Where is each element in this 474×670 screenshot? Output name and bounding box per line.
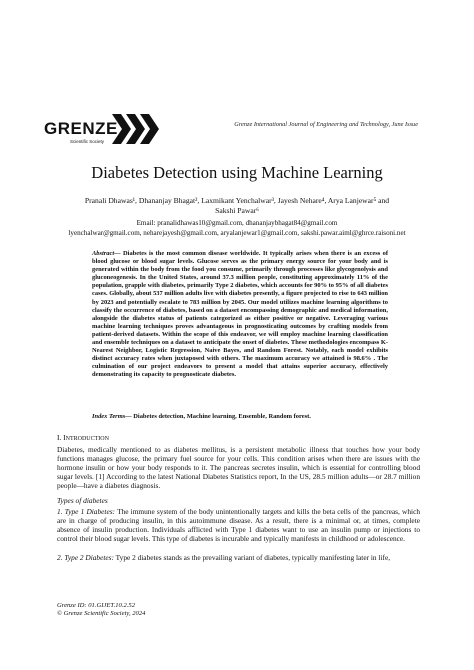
intro-paragraph: Diabetes, medically mentioned to as diabetes mellitus, is a persistent metabolic illness that touches how your body functions manages glucose, the primary fuel source for your cells. This condition arises when there are issues with the hormone insulin or how your body responds to it. The pancreas secretes insulin, which is essential for controlling blood sugar levels. [1] According to the latest National Diabetes Statistics report, In the US, 28.5 million adults—or 28.7 million people—have a diabetes diagnosis. — [57, 445, 420, 491]
authors-line-2: Sakshi Pawar⁶ — [215, 205, 259, 215]
section-heading-introduction — [57, 433, 109, 442]
grenze-id: Grenze ID: 01.GIJET.10.2.52 — [57, 602, 136, 609]
email-line-2: lyenchalwar@gmail.com, neharejayesh@gmail.com, aryalanjewar1@gmail.com, sakshi.pawar.aiml@ghrce.raisoni.net — [68, 228, 406, 237]
logo-chevrons-icon — [112, 112, 162, 146]
abstract-label: Abstract— — [92, 250, 121, 257]
logo-text: GRENZE — [44, 119, 118, 138]
abstract-text: Diabetes is the most common disease worldwide. It typically arises when there is an excess of blood glucose or blood sugar levels. Glucose serves as the primary energy source for your body and is generated within the body from the food you consume, primarily through processes like glycogenolysis and gluconeogenesis. In the United States, around 37.3 million people, constituting approximately 11% of the population, grapple with diabetes, primarily Type 2 diabetes, which accounts for 90% to 95% of all diabetes cases. Globally, about 537 million adults live with diabetes presently, a figure projected to rise to 643 million by 2023 and potentially escalate to 783 million by 2045. Our model utilizes machine learning algorithms to classify the occurrence of diabetes, based on a dataset encompassing demographic and medical information, alongside the diabetes status of patients categorized as either positive or negative. Leveraging various machine learning techniques proves advantageous in prognosticating outcomes by crafting models from patient-derived datasets. Within the scope of this endeavor, we will employ machine learning classification and ensemble techniques on a dataset to anticipate the onset of diabetes. These methodologies encompass K-Nearest Neighbor, Logistic Regression, Naive Bayes, and Random Forest. Notably, each model exhibits distinct accuracy rates when juxtaposed with others. The maximum accuracy we attained is 98.6% . The culmination of our project endeavors to present a model that attains superior accuracy, effectively demonstrating its capacity to prognosticate diabetes. — [92, 250, 389, 379]
type2-label: 2. Type 2 Diabetes: — [57, 553, 114, 562]
journal-name: Grenze International Journal of Engineering and Technology, June Issue — [234, 121, 418, 128]
index-terms — [92, 413, 388, 421]
section-number: I. — [57, 433, 64, 442]
index-terms-text: Diabetes detection, Machine learning, Ensemble, Random forest. — [131, 413, 311, 420]
authors-line-1: Pranali Dhawas¹, Dhananjay Bhagat², Laxmikant Yenchalwar³, Jayesh Nehare⁴, Arya Lanjewar⁵ and — [84, 196, 390, 205]
subheading-types: Types of diabetes — [57, 496, 108, 505]
grenze-logo — [44, 112, 164, 148]
type1-text: The immune system of the body unintentionally targets and kills the beta cells of the pancreas, which are in charge of producing insulin, in this autoimmune disease. As a result, there is a minimal or, at times, complete absence of insulin production. Individuals afflicted with Type 1 diabetes want to use an insulin pump or injections to control their blood sugar levels. This type of diabetes is incurable and typically manifests in childhood or adolescence. — [57, 507, 421, 544]
index-terms-label: Index Terms— — [92, 413, 132, 420]
author-list — [40, 196, 434, 215]
type1-label: 1. Type 1 Diabetes: — [57, 507, 116, 516]
logo-subtext: Scientific Society — [70, 139, 105, 144]
author-emails — [30, 219, 444, 238]
email-line-1: Email: pranalidhawas10@gmail.com, dhananjaybhagat84@gmail.com — [136, 219, 338, 227]
paper-title: Diabetes Detection using Machine Learning — [91, 163, 383, 182]
type2-text: Type 2 diabetes stands as the prevailing variant of diabetes, typically manifesting later in life, — [113, 553, 391, 562]
abstract — [92, 250, 388, 380]
section-cap: I — [63, 433, 66, 442]
type1-paragraph — [57, 507, 420, 543]
footer — [57, 602, 145, 618]
section-rest: NTRODUCTION — [65, 436, 109, 442]
type2-paragraph — [57, 553, 420, 562]
copyright: © Grenze Scientific Society, 2024 — [57, 610, 146, 617]
